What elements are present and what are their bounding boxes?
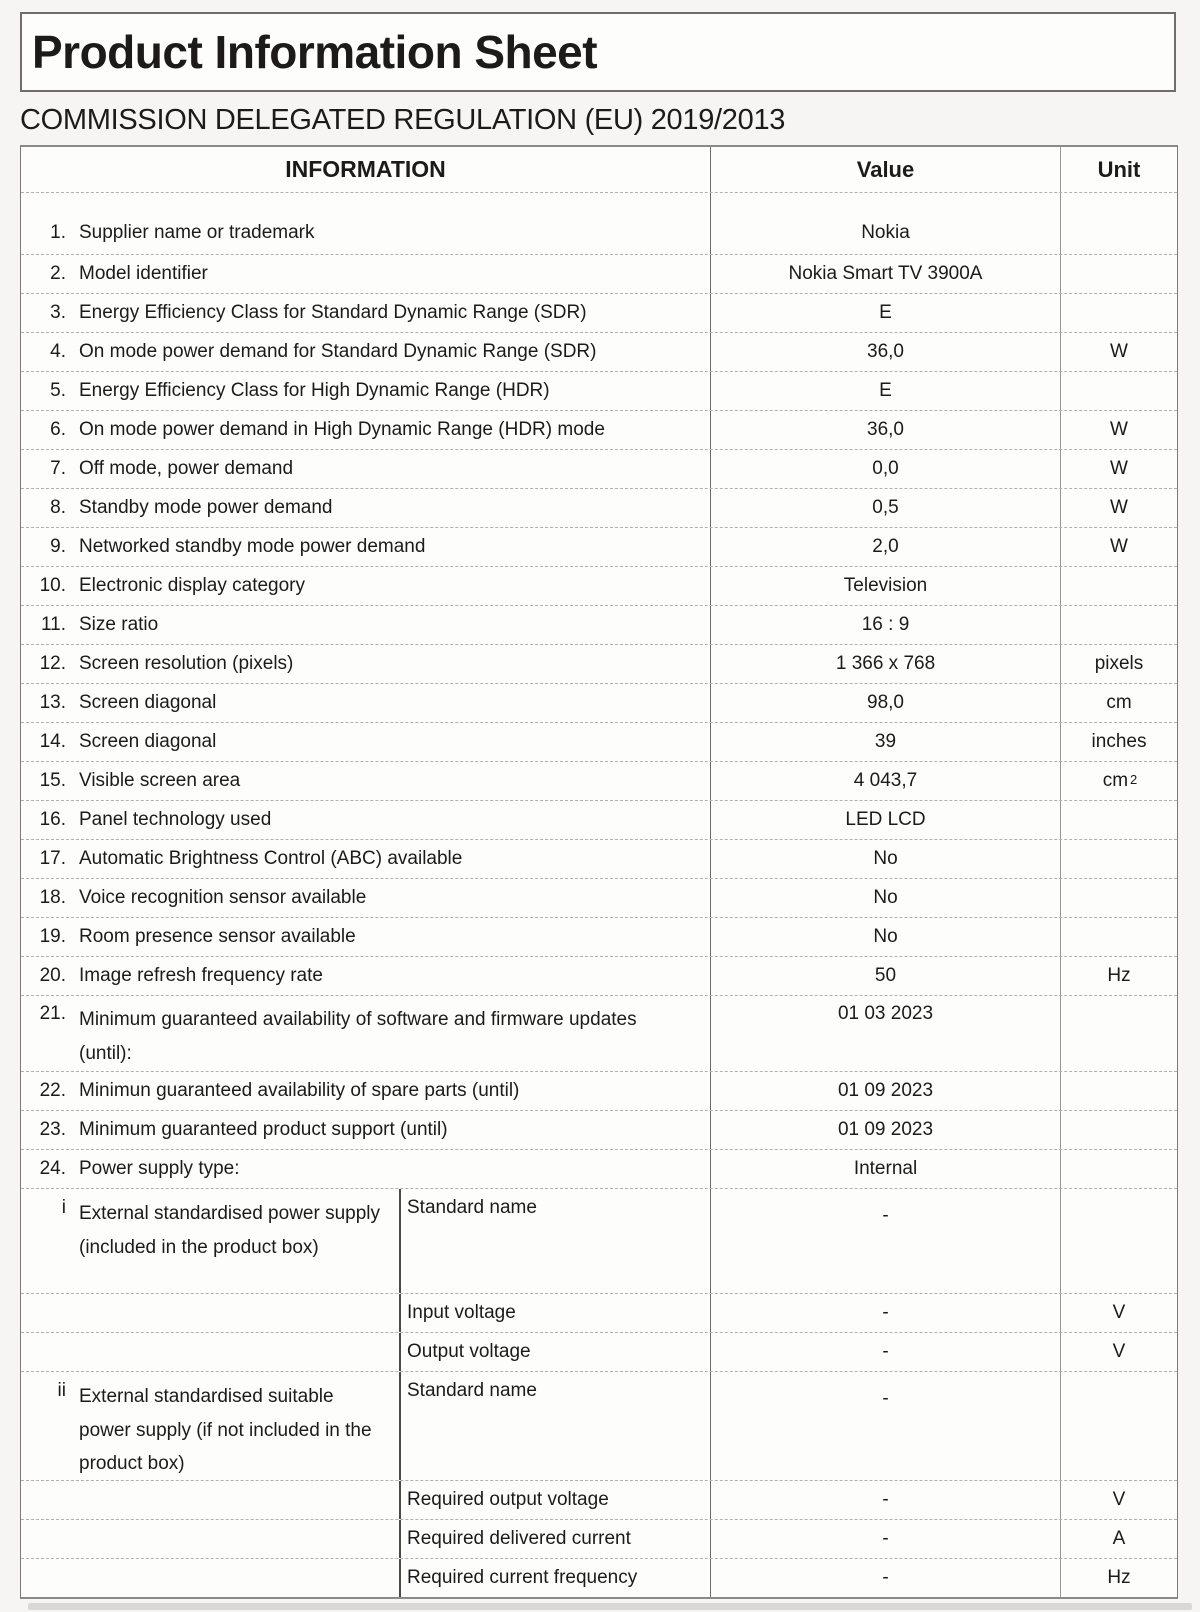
table-row	[21, 761, 1177, 800]
row-number: 19.	[39, 926, 66, 947]
row-unit: V	[1112, 1341, 1126, 1363]
row-unit: V	[1112, 1489, 1126, 1511]
row-number: 20.	[39, 965, 66, 986]
row-number: 12.	[39, 653, 66, 674]
row-value: No	[711, 840, 1061, 878]
table-row	[21, 410, 1177, 449]
row-unit: W	[1110, 458, 1128, 479]
table-row	[21, 371, 1177, 410]
power-supply-row	[21, 1188, 1177, 1293]
row-unit	[1061, 606, 1177, 644]
row-number: 23.	[39, 1119, 66, 1141]
table-row	[21, 527, 1177, 566]
row-unit: cm	[1106, 692, 1132, 713]
row-label: Image refresh frequency rate	[79, 965, 323, 986]
row-label: Minimum guaranteed product support (until)	[79, 1119, 448, 1141]
row-label: Minimum guaranteed availability of software and firmware updates (until):	[79, 1009, 637, 1065]
row-unit	[1061, 879, 1177, 917]
row-number: 2.	[50, 263, 66, 284]
row-unit	[1061, 762, 1177, 800]
row-label: On mode power demand in High Dynamic Range (HDR) mode	[79, 419, 605, 440]
row-number: 15.	[39, 770, 66, 791]
row-unit: inches	[1091, 731, 1147, 752]
row-label: Supplier name or trademark	[79, 222, 315, 243]
table-row	[21, 839, 1177, 878]
table-row	[21, 192, 1177, 254]
power-supply-sub-label: Required current frequency	[401, 1559, 711, 1597]
row-label: Automatic Brightness Control (ABC) available	[79, 848, 463, 869]
row-unit	[1061, 372, 1177, 410]
table-row	[21, 488, 1177, 527]
table-row	[21, 800, 1177, 839]
table-header-row	[21, 147, 1177, 192]
header-information: INFORMATION	[21, 147, 711, 192]
row-number: 17.	[39, 848, 66, 869]
row-unit: V	[1112, 1302, 1126, 1324]
row-unit: W	[1110, 419, 1128, 440]
row-label: Networked standby mode power demand	[79, 536, 426, 557]
table-row	[21, 566, 1177, 605]
power-supply-sub-label: Required output voltage	[401, 1481, 711, 1519]
table-row	[21, 956, 1177, 995]
row-label: Model identifier	[79, 263, 208, 284]
row-label: Visible screen area	[79, 770, 241, 791]
row-value: 36,0	[711, 333, 1061, 371]
row-label: Off mode, power demand	[79, 458, 294, 479]
row-unit: W	[1110, 536, 1128, 557]
table-row	[21, 449, 1177, 488]
page-title: Product Information Sheet	[32, 26, 598, 78]
power-supply-sub-label: Output voltage	[401, 1333, 711, 1371]
header-unit: Unit	[1097, 156, 1141, 182]
row-unit: W	[1110, 497, 1128, 518]
row-label: Size ratio	[79, 614, 159, 635]
row-number: 5.	[50, 380, 66, 401]
row-number: 13.	[39, 692, 66, 713]
row-number: 10.	[39, 575, 66, 596]
table-row	[21, 254, 1177, 293]
row-number: 6.	[50, 419, 66, 440]
row-value: No	[711, 879, 1061, 917]
power-supply-sub-label: Standard name	[401, 1372, 711, 1480]
header-value: Value	[711, 147, 1061, 192]
power-supply-group-label: External standardised suitable power supply (if not included in the product box)	[79, 1386, 372, 1474]
roman-numeral: i	[61, 1197, 66, 1219]
row-value: Internal	[711, 1150, 1061, 1188]
row-label: Room presence sensor available	[79, 926, 356, 947]
row-number: 24.	[39, 1158, 66, 1180]
row-value: 0,0	[711, 450, 1061, 488]
table-row	[21, 1149, 1177, 1188]
row-unit	[1061, 1189, 1177, 1293]
power-supply-row	[21, 1519, 1177, 1558]
row-label: Power supply type:	[79, 1158, 240, 1180]
row-label: Screen resolution (pixels)	[79, 653, 294, 674]
table-row	[21, 683, 1177, 722]
product-info-table	[20, 145, 1178, 1599]
row-value: E	[711, 294, 1061, 332]
row-value: Nokia	[711, 193, 1061, 254]
row-unit	[1061, 1372, 1177, 1480]
table-row	[21, 917, 1177, 956]
row-number: 18.	[39, 887, 66, 908]
row-value: Nokia Smart TV 3900A	[711, 255, 1061, 293]
row-value: 16 : 9	[711, 606, 1061, 644]
unit-superscript: 2	[1130, 771, 1138, 787]
row-unit	[1061, 567, 1177, 605]
row-value: -	[711, 1333, 1061, 1371]
row-value: E	[711, 372, 1061, 410]
table-row	[21, 1071, 1177, 1110]
row-value: 36,0	[711, 411, 1061, 449]
table-row	[21, 722, 1177, 761]
row-value: Television	[711, 567, 1061, 605]
power-supply-sub-label: Required delivered current	[401, 1520, 711, 1558]
table-row	[21, 332, 1177, 371]
row-unit	[1061, 918, 1177, 956]
row-label: Energy Efficiency Class for Standard Dynamic Range (SDR)	[79, 302, 587, 323]
row-value: 4 043,7	[711, 762, 1061, 800]
row-value: 01 03 2023	[711, 996, 1061, 1071]
row-unit	[1061, 1111, 1177, 1149]
power-supply-row	[21, 1293, 1177, 1332]
row-number: 11.	[40, 614, 66, 635]
row-unit	[1061, 255, 1177, 293]
power-supply-row	[21, 1558, 1177, 1597]
table-row	[21, 644, 1177, 683]
row-unit	[1061, 1072, 1177, 1110]
row-label: Screen diagonal	[79, 731, 217, 752]
row-number: 22.	[39, 1080, 66, 1102]
row-value: -	[711, 1559, 1061, 1597]
row-number: 21.	[39, 1003, 66, 1024]
row-number: 1.	[50, 222, 66, 243]
regulation-subtitle: COMMISSION DELEGATED REGULATION (EU) 2019/2013	[20, 104, 786, 136]
power-supply-row	[21, 1371, 1177, 1480]
row-value: 98,0	[711, 684, 1061, 722]
row-value: LED LCD	[711, 801, 1061, 839]
row-value: 50	[711, 957, 1061, 995]
table-row	[21, 1110, 1177, 1149]
row-label: Panel technology used	[79, 809, 272, 830]
row-number: 7.	[50, 458, 66, 479]
row-value: -	[711, 1372, 1061, 1480]
row-number: 8.	[50, 497, 66, 518]
row-value: -	[711, 1294, 1061, 1332]
row-number: 16.	[39, 809, 66, 830]
roman-numeral: ii	[57, 1380, 66, 1402]
row-unit: W	[1110, 341, 1128, 362]
power-supply-sub-label: Standard name	[401, 1189, 711, 1293]
row-value: 1 366 x 768	[711, 645, 1061, 683]
row-unit	[1061, 294, 1177, 332]
row-label: Screen diagonal	[79, 692, 217, 713]
table-row	[21, 878, 1177, 917]
table-row	[21, 605, 1177, 644]
row-unit	[1061, 840, 1177, 878]
page-bottom-shadow	[28, 1603, 1192, 1610]
row-value: 01 09 2023	[711, 1072, 1061, 1110]
row-value: -	[711, 1189, 1061, 1293]
row-label: Electronic display category	[79, 575, 305, 596]
title-box	[20, 12, 1176, 92]
row-value: 01 09 2023	[711, 1111, 1061, 1149]
row-label: Voice recognition sensor available	[79, 887, 367, 908]
unit-base: cm	[1102, 770, 1129, 791]
row-value: 39	[711, 723, 1061, 761]
row-number: 4.	[50, 341, 66, 362]
row-value: -	[711, 1481, 1061, 1519]
table-row	[21, 293, 1177, 332]
row-unit	[1061, 1150, 1177, 1188]
row-number: 3.	[50, 302, 66, 323]
row-unit: Hz	[1107, 965, 1131, 986]
row-number: 14.	[39, 731, 66, 752]
table-row	[21, 995, 1177, 1071]
power-supply-row	[21, 1480, 1177, 1519]
row-unit	[1061, 996, 1177, 1071]
row-number: 9.	[50, 536, 66, 557]
row-label: Minimun guaranteed availability of spare parts (until)	[79, 1080, 520, 1102]
row-label: On mode power demand for Standard Dynamic Range (SDR)	[79, 341, 597, 362]
row-unit: Hz	[1107, 1567, 1131, 1589]
power-supply-group-label: External standardised power supply (included in the product box)	[79, 1203, 381, 1258]
power-supply-row	[21, 1332, 1177, 1371]
row-value: No	[711, 918, 1061, 956]
row-value: 2,0	[711, 528, 1061, 566]
row-value: -	[711, 1520, 1061, 1558]
row-value: 0,5	[711, 489, 1061, 527]
row-unit	[1061, 801, 1177, 839]
row-label: Energy Efficiency Class for High Dynamic Range (HDR)	[79, 380, 550, 401]
row-unit	[1061, 193, 1177, 254]
row-unit: A	[1112, 1528, 1126, 1550]
power-supply-sub-label: Input voltage	[401, 1294, 711, 1332]
row-label: Standby mode power demand	[79, 497, 333, 518]
row-unit: pixels	[1094, 653, 1144, 674]
